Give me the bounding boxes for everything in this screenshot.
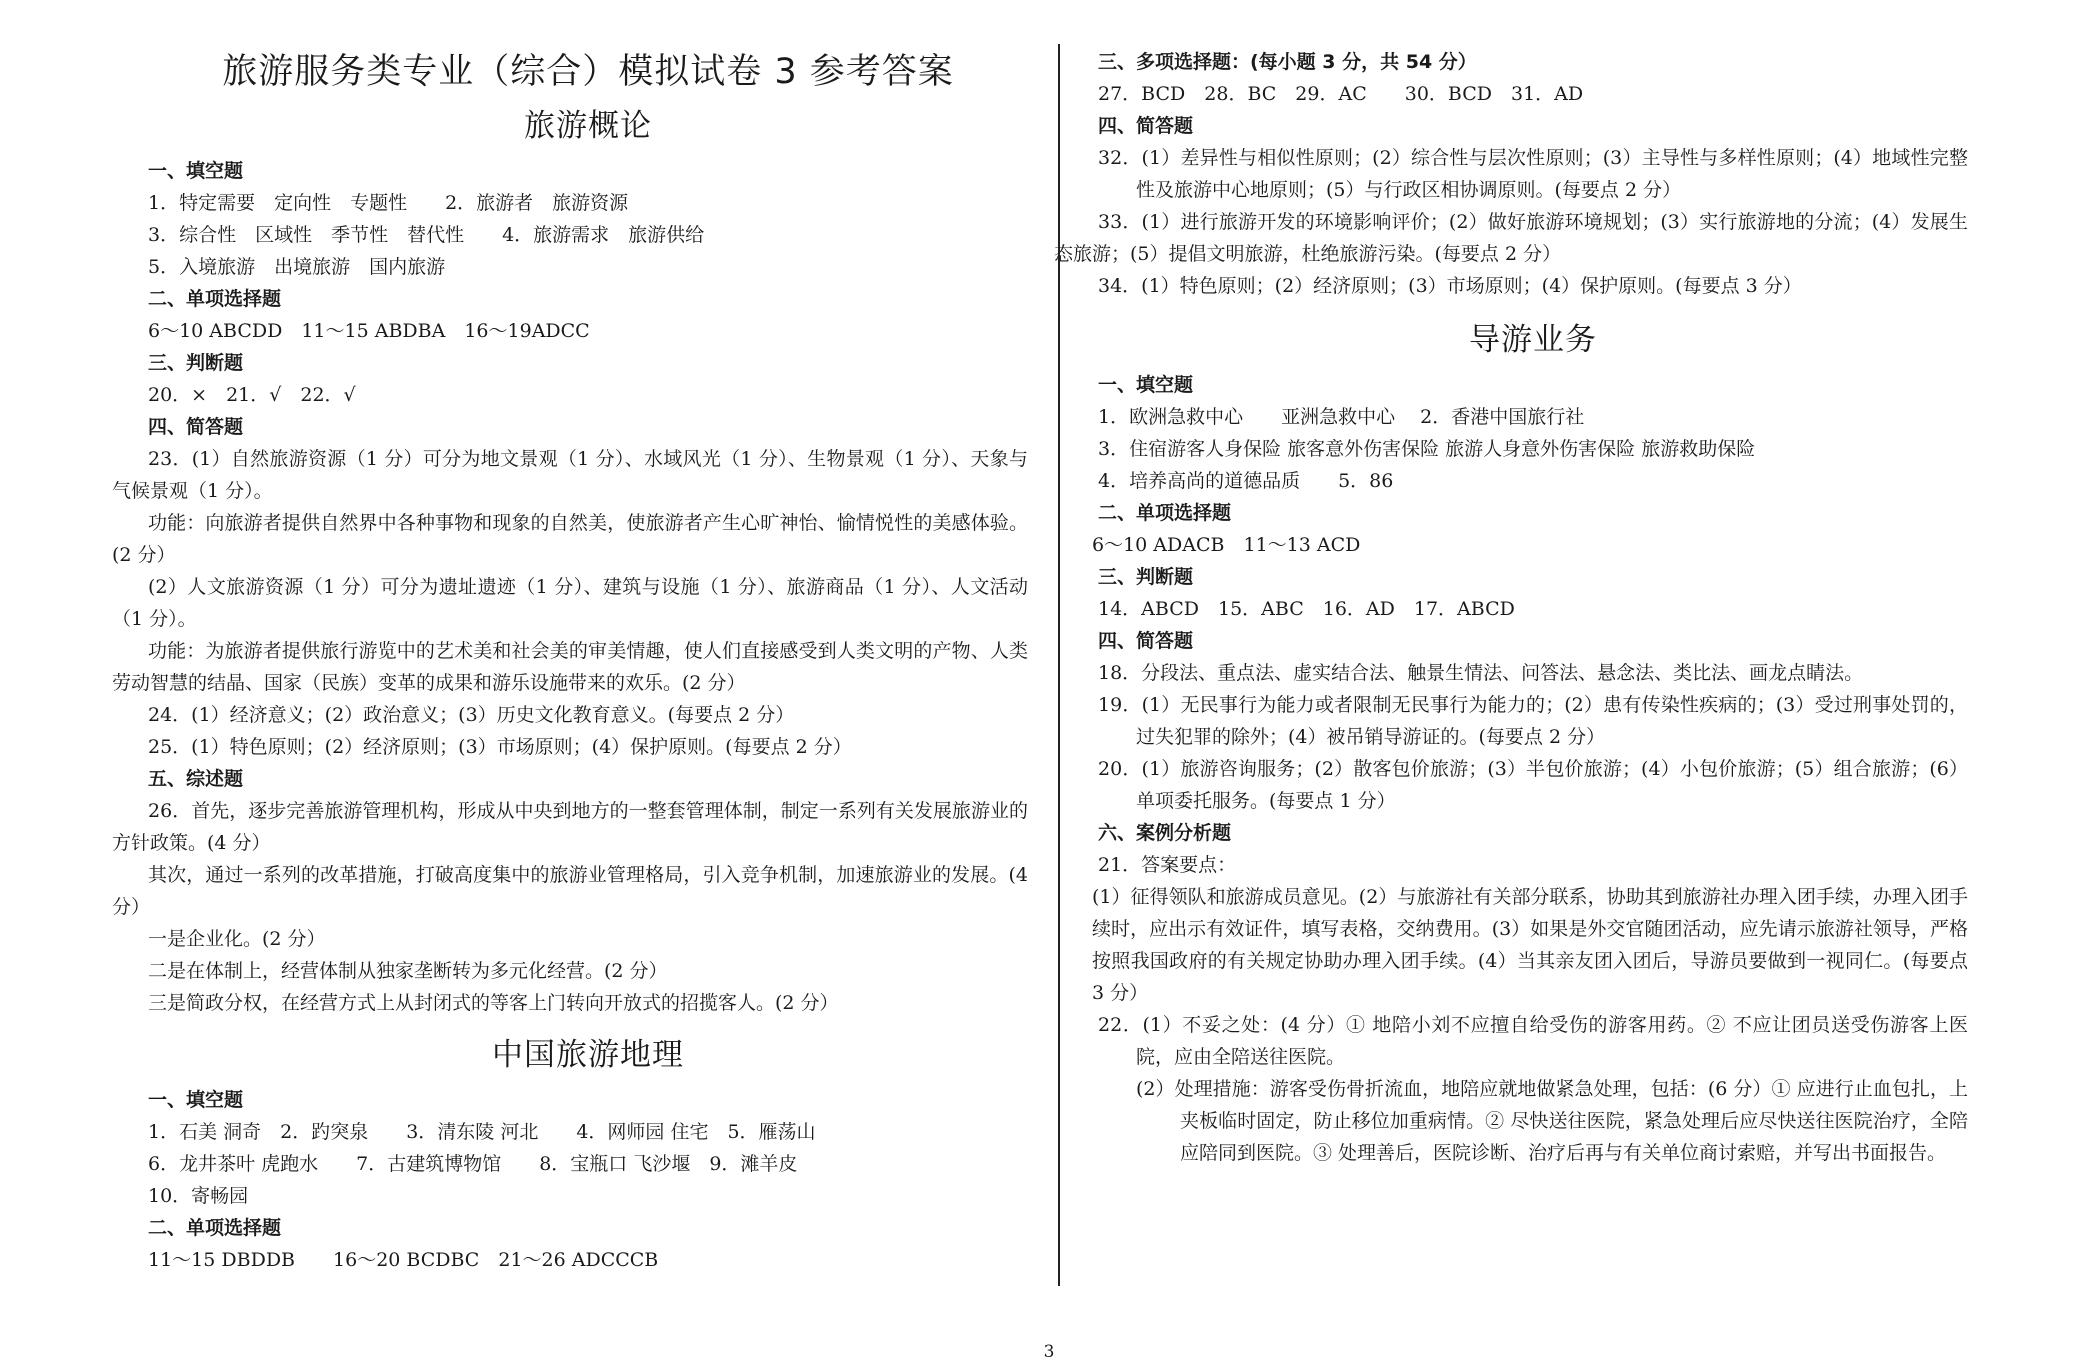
answer-paragraph: 34．(1）特色原则；(2）经济原则；(3）市场原则；(4）保护原则。(每要点 3 分） <box>1098 275 1802 297</box>
answer-paragraph: 33．(1）进行旅游开发的环境影响评价；(2）做好旅游环境规划；(3）实行旅游地的分流；(4）发展生态旅游；(5）提倡文明旅游，杜绝旅游污染。(每要点 2 分） <box>1054 211 1968 265</box>
page-number: 3 <box>1043 1342 1055 1362</box>
answer-line: 10．寄畅园 <box>148 1185 249 1207</box>
heading-short: 四、简答题 <box>1098 630 1194 652</box>
answer-paragraph: 20．(1）旅游咨询服务；(2）散客包价旅游；(3）半包价旅游；(4）小包价旅游；(5）组合旅游；(6）单项委托服务。(每要点 1 分） <box>1098 758 1968 812</box>
heading-short: 四、简答题 <box>1098 115 1194 137</box>
heading-single: 二、单项选择题 <box>148 1217 282 1239</box>
answer-paragraph: 二是在体制上，经营体制从独家垄断转为多元化经营。(2 分） <box>148 960 668 982</box>
section-title-guide: 导游业务 <box>1469 322 1597 358</box>
answer-paragraph: 其次，通过一系列的改革措施，打破高度集中的旅游业管理格局，引入竞争机制，加速旅游业的发展。(4 分） <box>112 864 1028 918</box>
answer-paragraph: 32．(1）差异性与相似性原则；(2）综合性与层次性原则；(3）主导性与多样性原则；(4）地域性完整性及旅游中心地原则；(5）与行政区相协调原则。(每要点 2 分） <box>1098 147 1968 201</box>
section-title-geography: 中国旅游地理 <box>492 1037 684 1073</box>
answer-paragraph: 18．分段法、重点法、虚实结合法、触景生情法、问答法、悬念法、类比法、画龙点睛法。 <box>1098 662 1864 684</box>
answer-line: 1．石美 洞奇 2．趵突泉 3．清东陵 河北 4．网师园 住宅 5．雁荡山 <box>148 1121 816 1143</box>
answer-paragraph: 19．(1）无民事行为能力或者限制无民事行为能力的；(2）患有传染性疾病的；(3）受过刑事处罚的，过失犯罪的除外；(4）被吊销导游证的。(每要点 2 分） <box>1098 694 1968 748</box>
answer-line: 5．入境旅游 出境旅游 国内旅游 <box>148 256 446 278</box>
heading-single: 二、单项选择题 <box>148 288 282 310</box>
heading-case: 六、案例分析题 <box>1098 822 1232 844</box>
answer-line: 11～15 DBDDB 16～20 BCDBC 21～26 ADCCCB <box>148 1249 659 1271</box>
heading-judge: 三、判断题 <box>148 352 244 374</box>
answer-paragraph: 24．(1）经济意义；(2）政治意义；(3）历史文化教育意义。(每要点 2 分） <box>148 704 795 726</box>
answer-paragraph: (1）征得领队和旅游成员意见。(2）与旅游社有关部分联系，协助其到旅游社办理入团手续，办理入团手续时，应出示有效证件，填写表格，交纳费用。(3）如果是外交官随团活动，应先请示旅游社领导，严格按照我国政府的有关规定协助办理入团手续。(4）当其亲友团入团后，导游员要做到一视同仁。(每要点 3 分） <box>1092 886 1968 1004</box>
right-column <box>1054 46 1968 1169</box>
answer-line: 3．综合性 区域性 季节性 替代性 4．旅游需求 旅游供给 <box>148 224 705 246</box>
heading-fill: 一、填空题 <box>1098 374 1194 396</box>
answer-line: 3．住宿游客人身保险 旅客意外伤害保险 旅游人身意外伤害保险 旅游救助保险 <box>1098 438 1756 460</box>
answer-line: 6～10 ADACB 11～13 ACD <box>1092 534 1361 556</box>
answer-paragraph: 一是企业化。(2 分） <box>148 928 326 950</box>
section-title-intro: 旅游概论 <box>524 108 652 144</box>
answer-line: 6．龙井茶叶 虎跑水 7．古建筑博物馆 8．宝瓶口 飞沙堰 9．滩羊皮 <box>148 1153 798 1175</box>
answer-paragraph: (2）处理措施：游客受伤骨折流血，地陪应就地做紧急处理，包括：(6 分）① 应进行止血包扎，上夹板临时固定，防止移位加重病情。② 尽快送往医院，紧急处理后应尽快送往医院治疗，全陪应陪同到医院。③ 处理善后，医院诊断、治疗后再与有关单位商讨索赔，并写出书面报告。 <box>1136 1078 1968 1164</box>
heading-single: 二、单项选择题 <box>1098 502 1232 524</box>
answer-paragraph: 三是简政分权，在经营方式上从封闭式的等客上门转向开放式的招揽客人。(2 分） <box>148 992 839 1014</box>
answer-line: 27．BCD 28．BC 29．AC 30．BCD 31．AD <box>1098 83 1584 105</box>
page-title: 旅游服务类专业（综合）模拟试卷 3 参考答案 <box>222 52 954 92</box>
answer-paragraph: 功能：为旅游者提供旅行游览中的艺术美和社会美的审美情趣，使人们直接感受到人类文明的产物、人类劳动智慧的结晶、国家（民族）变革的成果和游乐设施带来的欢乐。(2 分） <box>112 640 1028 694</box>
heading-multi: 三、多项选择题：(每小题 3 分，共 54 分） <box>1098 51 1477 73</box>
answer-paragraph: 功能：向旅游者提供自然界中各种事物和现象的自然美，使旅游者产生心旷神怡、愉情悦性的美感体验。(2 分） <box>112 512 1028 566</box>
answer-paragraph: 25．(1）特色原则；(2）经济原则；(3）市场原则；(4）保护原则。(每要点 2 分） <box>148 736 852 758</box>
heading-fill: 一、填空题 <box>148 160 244 182</box>
answer-paragraph: (2）人文旅游资源（1 分）可分为遗址遗迹（1 分）、建筑与设施（1 分）、旅游商品（1 分）、人文活动（1 分）。 <box>112 576 1028 630</box>
answer-paragraph: 22．(1）不妥之处：(4 分）① 地陪小刘不应擅自给受伤的游客用药。② 不应让团员送受伤游客上医院，应由全陪送往医院。 <box>1098 1014 1968 1068</box>
answer-line: 21．答案要点： <box>1098 854 1237 876</box>
answer-line: 14．ABCD 15．ABC 16．AD 17．ABCD <box>1098 598 1515 620</box>
heading-judge: 三、判断题 <box>1098 566 1194 588</box>
answer-paragraph: 26．首先，逐步完善旅游管理机构，形成从中央到地方的一整套管理体制，制定一系列有关发展旅游业的方针政策。(4 分） <box>112 800 1028 854</box>
answer-line: 1．特定需要 定向性 专题性 2．旅游者 旅游资源 <box>148 192 629 214</box>
answer-paragraph: 23．(1）自然旅游资源（1 分）可分为地文景观（1 分）、水域风光（1 分）、生物景观（1 分）、天象与气候景观（1 分）。 <box>112 448 1028 502</box>
heading-essay: 五、综述题 <box>148 768 244 790</box>
answer-line: 1．欧洲急救中心 亚洲急救中心 2．香港中国旅行社 <box>1098 406 1585 428</box>
answer-line: 20．× 21．√ 22．√ <box>148 384 356 406</box>
left-column <box>112 40 1028 1276</box>
answer-line: 6～10 ABCDD 11～15 ABDBA 16～19ADCC <box>148 320 590 342</box>
answer-line: 4．培养高尚的道德品质 5．86 <box>1098 470 1394 492</box>
heading-short: 四、简答题 <box>148 416 244 438</box>
heading-fill: 一、填空题 <box>148 1089 244 1111</box>
